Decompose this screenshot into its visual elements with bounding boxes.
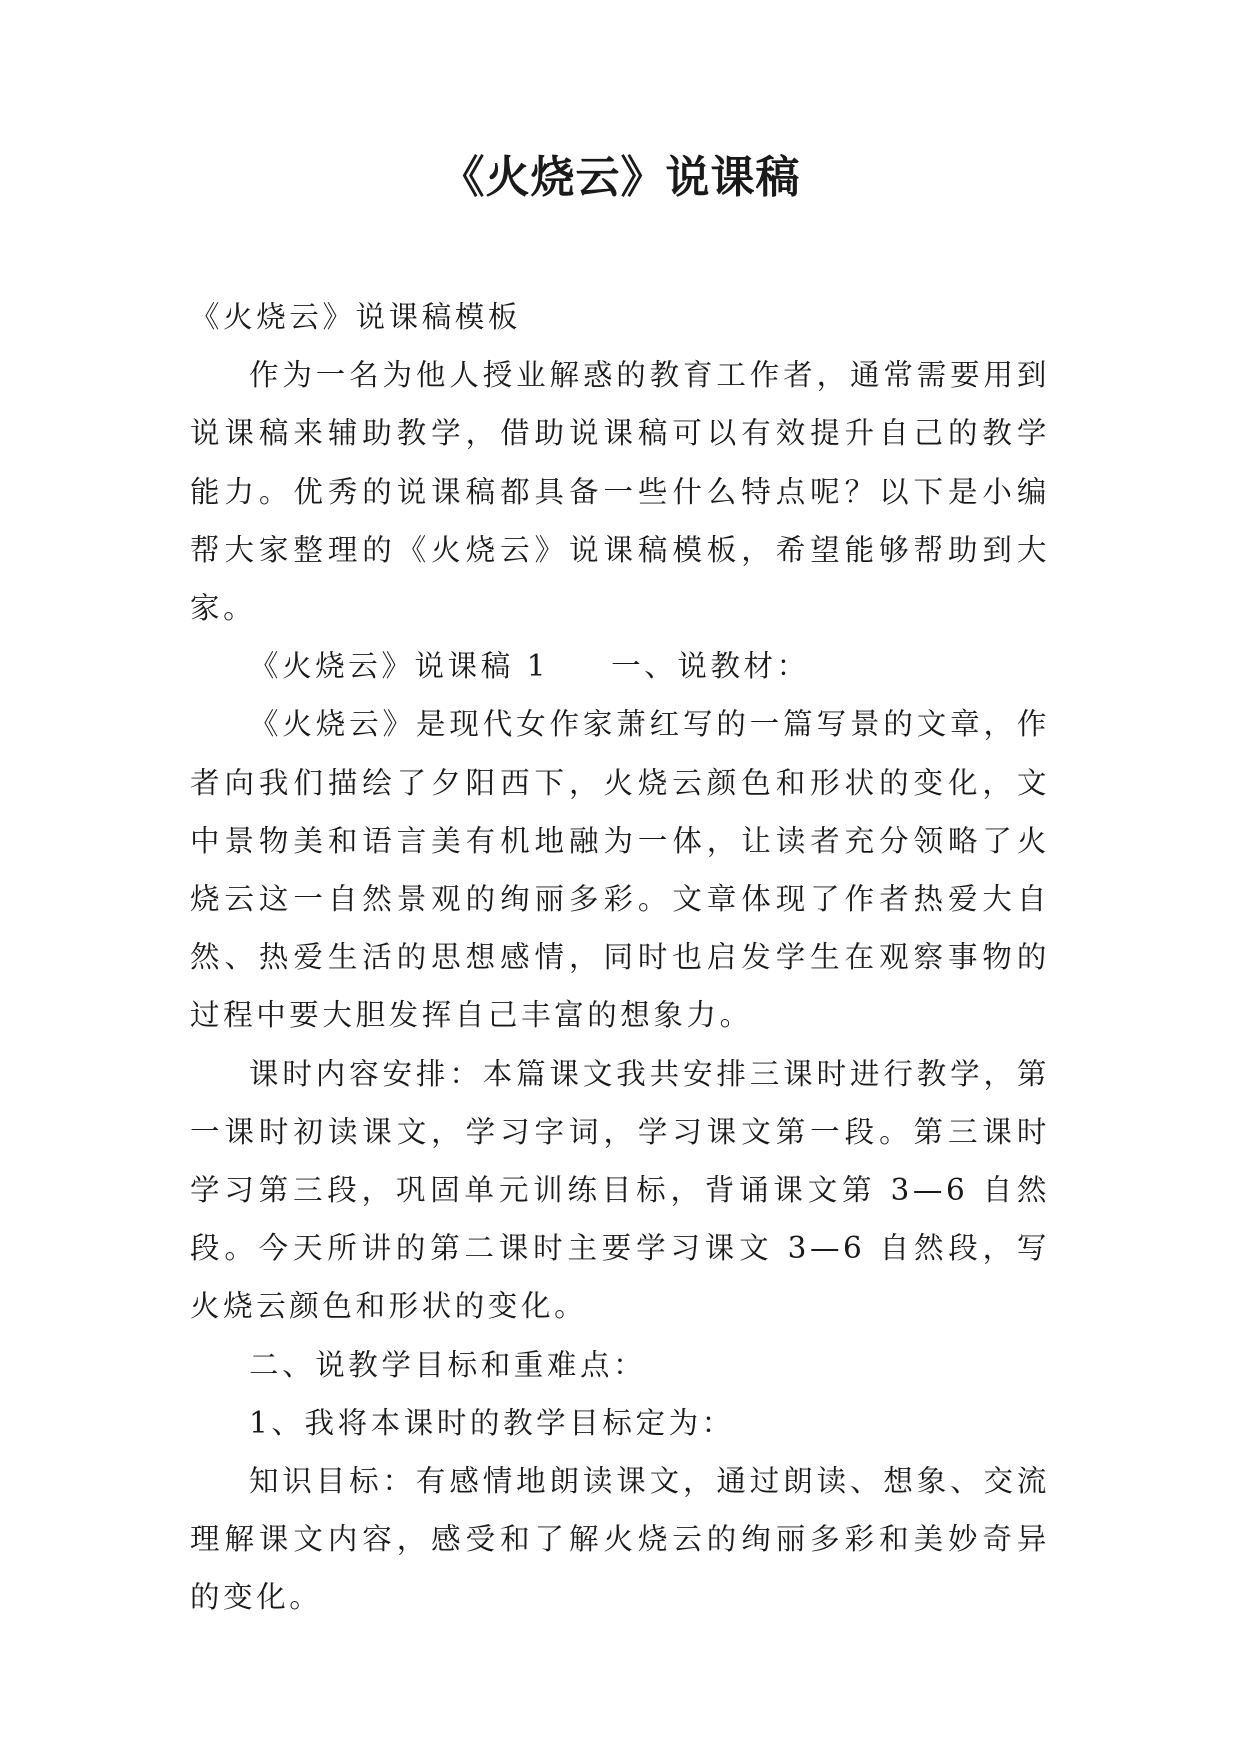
schedule-paragraph: 课时内容安排：本篇课文我共安排三课时进行教学，第一课时初读课文，学习字词，学习课文第一段。第三课时学习第三段，巩固单元训练目标，背诵课文第 3—6 自然段。今天所讲的第二课时主要学习课文 3—6 自然段，写火烧云颜色和形状的变化。 [190, 1056, 1050, 1324]
intro-paragraph: 作为一名为他人授业解惑的教育工作者，通常需要用到说课稿来辅助教学，借助说课稿可以有效提升自己的教学能力。优秀的说课稿都具备一些什么特点呢？以下是小编帮大家整理的《火烧云》说课稿模板，希望能够帮助到大家。 [190, 358, 1050, 626]
document-subtitle: 《火烧云》说课稿模板 [190, 300, 522, 334]
page-title: 《火烧云》说课稿 [440, 152, 801, 203]
knowledge-goal-paragraph: 知识目标：有感情地朗读课文，通过朗读、想象、交流理解课文内容，感受和了解火烧云的绚丽多彩和美妙奇异的变化。 [190, 1464, 1050, 1615]
document-body [190, 288, 1050, 1627]
section-1-heading-line [190, 637, 1050, 695]
section-1-heading: 《火烧云》说课稿 1 [249, 649, 550, 684]
section-1-subheading: 一、说教材： [611, 649, 810, 684]
section-2-1-heading: 1、我将本课时的教学目标定为： [249, 1405, 735, 1440]
section-2-heading: 二、说教学目标和重难点： [249, 1347, 647, 1382]
material-paragraph: 《火烧云》是现代女作家萧红写的一篇写景的文章，作者向我们描绘了夕阳西下，火烧云颜色和形状的变化，文中景物美和语言美有机地融为一体，让读者充分领略了火烧云这一自然景观的绚丽多彩。文章体现了作者热爱大自然、热爱生活的思想感情，同时也启发学生在观察事物的过程中要大胆发挥自己丰富的想象力。 [190, 707, 1050, 1033]
